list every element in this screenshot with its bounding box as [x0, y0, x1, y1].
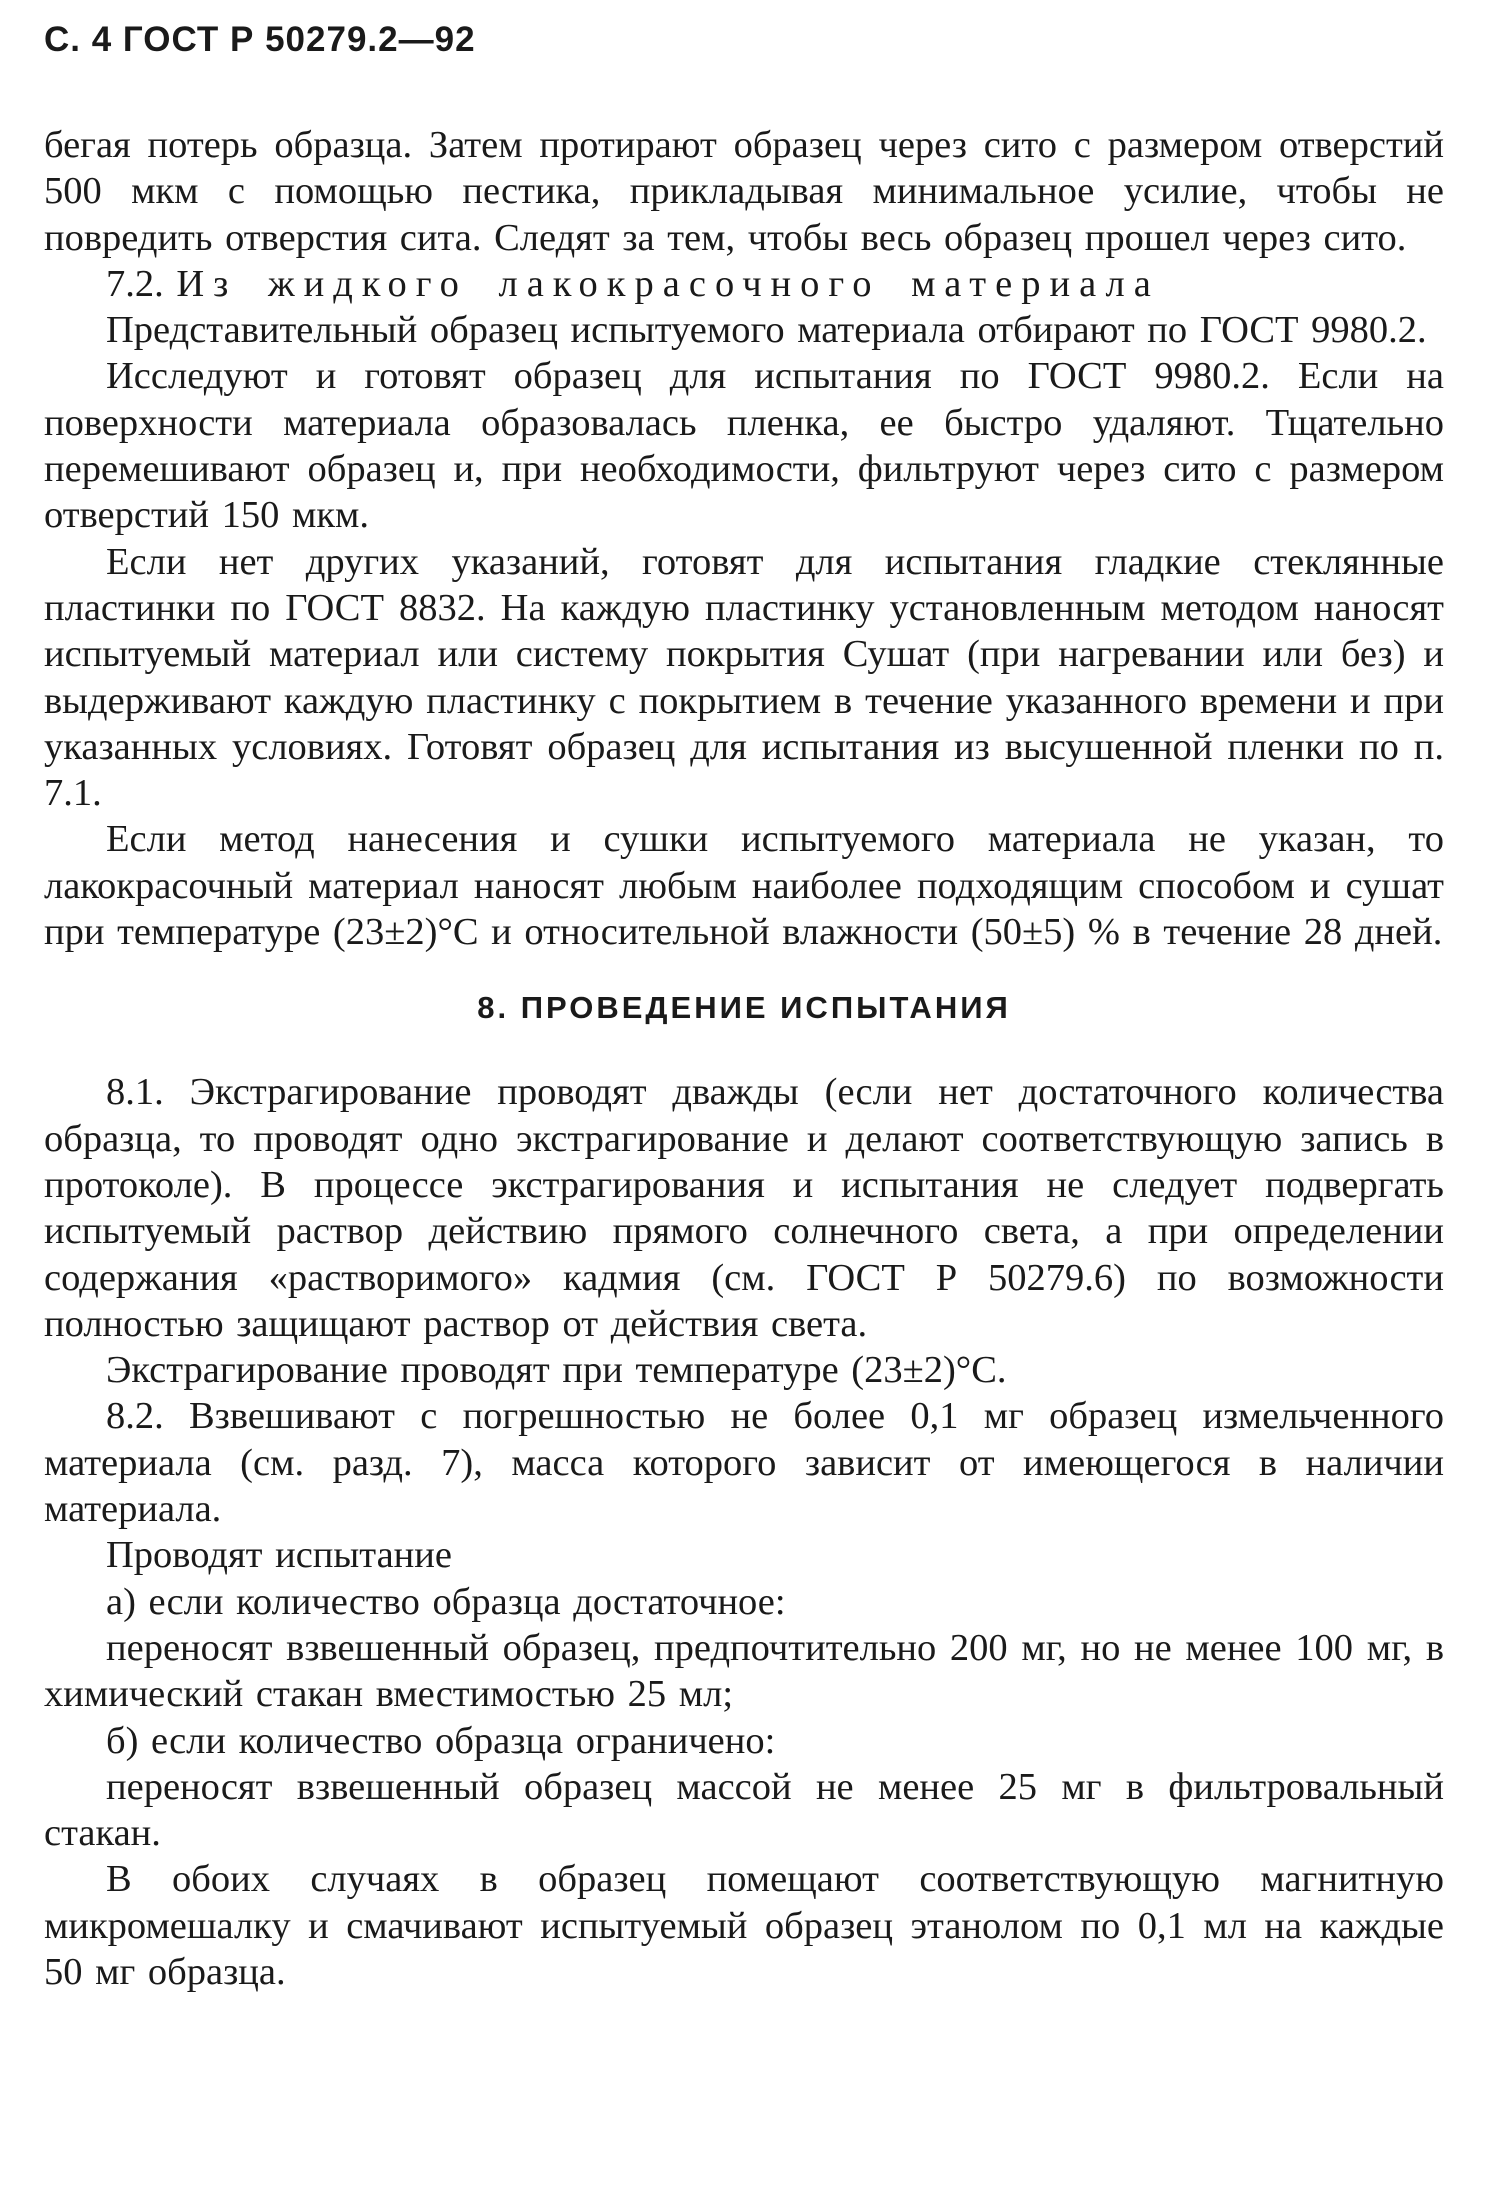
paragraph: переносят взвешенный образец, предпочтительно 200 мг, но не менее 100 мг, в химический стакан вместимостью 25 мл;: [44, 1626, 1444, 1716]
section-number: 7.2.: [106, 262, 164, 305]
paragraph: Если метод нанесения и сушки испытуемого материала не указан, то лакокрасочный материал наносят любым наиболее подходящим способом и сушат при температуре (23±2)°С и относительной влажности (50±5) % в течение 28 дней.: [44, 818, 1444, 954]
document-body: [44, 122, 1444, 1995]
list-item: б) если количество образца ограничено:: [106, 1719, 776, 1762]
paragraph: Экстрагирование проводят при температуре (23±2)°С.: [106, 1349, 1007, 1392]
document-page: [44, 20, 1444, 1995]
paragraph: 8.2. Взвешивают с погрешностью не более 0,1 мг образец измельченного материала (см. разд. 7), масса которого зависит от имеющегося в наличии материала.: [44, 1395, 1444, 1531]
paragraph: Исследуют и готовят образец для испытания по ГОСТ 9980.2. Если на поверхности материала образовалась пленка, ее быстро удаляют. Тщательно перемешивают образец и, при необходимости, фильтруют через сито с размером отверстий 150 мкм.: [44, 355, 1444, 537]
section-8-heading: 8. ПРОВЕДЕНИЕ ИСПЫТАНИЯ: [477, 990, 1011, 1026]
paragraph: переносят взвешенный образец массой не менее 25 мг в фильтровальный стакан.: [44, 1765, 1444, 1855]
paragraph: Если нет других указаний, готовят для испытания гладкие стеклянные пластинки по ГОСТ 8832. На каждую пластинку установленным методом наносят испытуемый материал или систему покрытия Сушат (при нагревании или без) и выдерживают каждую пластинку с покрытием в течение указанного времени и при указанных условиях. Готовят образец для испытания из высушенной пленки по п. 7.1.: [44, 540, 1444, 815]
paragraph: Представительный образец испытуемого материала отбирают по ГОСТ 9980.2.: [106, 309, 1427, 352]
page-header: С. 4 ГОСТ Р 50279.2—92: [44, 20, 476, 59]
section-title: Из жидкого лакокрасочного материала: [176, 262, 1160, 305]
list-item: а) если количество образца достаточное:: [106, 1580, 786, 1623]
paragraph: Проводят испытание: [106, 1534, 452, 1577]
paragraph: В обоих случаях в образец помещают соответствующую магнитную микромешалку и смачивают испытуемый образец этанолом по 0,1 мл на каждые 50 мг образца.: [44, 1858, 1444, 1993]
paragraph: 8.1. Экстрагирование проводят дважды (если нет достаточного количества образца, то проводят одно экстрагирование и делают соответствующую запись в протоколе). В процессе экстрагирования и испытания не следует подвергать испытуемый раствор действию прямого солнечного света, а при определении содержания «растворимого» кадмия (см. ГОСТ Р 50279.6) по возможности полностью защищают раствор от действия света.: [44, 1071, 1444, 1345]
paragraph-continuation: бегая потерь образца. Затем протирают образец через сито с размером отверстий 500 мкм с помощью пестика, прикладывая минимальное усилие, чтобы не повредить отверстия сита. Следят за тем, чтобы весь образец прошел через сито.: [44, 124, 1444, 259]
section-7-2-heading: [44, 261, 1444, 307]
